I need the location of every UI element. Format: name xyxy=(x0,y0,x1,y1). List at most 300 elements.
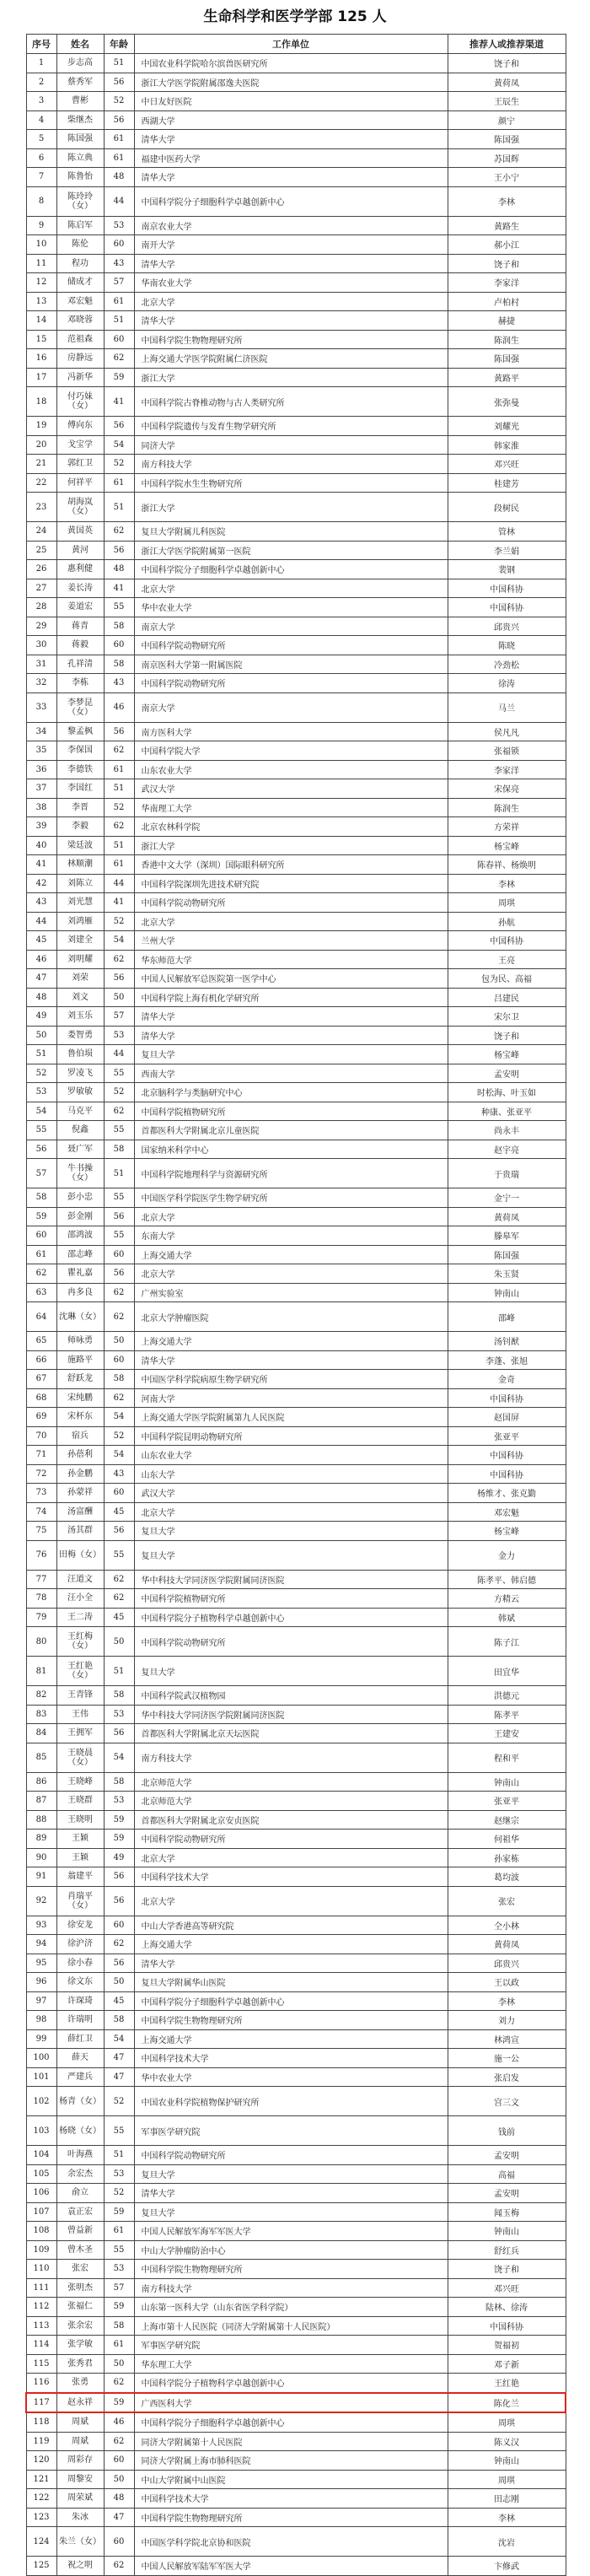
table-row xyxy=(26,1991,566,2011)
table-row xyxy=(26,168,566,187)
cell-recommender: 李林 xyxy=(448,186,566,216)
table-row xyxy=(26,931,566,951)
table-row xyxy=(26,1916,566,1935)
cell-name: 朱冰 xyxy=(56,2508,104,2527)
cell-unit: 山东大学 xyxy=(134,1464,448,1484)
table-row xyxy=(26,2087,566,2116)
cell-age: 60 xyxy=(104,2527,134,2557)
cell-index: 62 xyxy=(26,1264,56,1284)
cell-recommender: 孟安明 xyxy=(448,2146,566,2165)
cell-recommender: 邱贵兴 xyxy=(448,1954,566,1973)
cell-age: 56 xyxy=(104,73,134,92)
cell-name: 王伟 xyxy=(56,1705,104,1724)
table-header-row xyxy=(26,35,566,54)
cell-recommender: 黄荷凤 xyxy=(448,1207,566,1226)
cell-age: 53 xyxy=(104,1705,134,1724)
cell-name: 张明杰 xyxy=(56,2278,104,2298)
page-title: 生命科学和医学学部 125 人 xyxy=(203,8,387,25)
cell-unit: 河南大学 xyxy=(134,1388,448,1408)
cell-index: 32 xyxy=(26,674,56,693)
cell-age: 62 xyxy=(104,817,134,837)
cell-recommender: 杨宝峰 xyxy=(448,1045,566,1064)
cell-name: 梁廷波 xyxy=(56,836,104,855)
cell-name: 姜长涛 xyxy=(56,579,104,598)
cell-age: 56 xyxy=(104,1886,134,1916)
cell-age: 45 xyxy=(104,1991,134,2011)
cell-name: 宋杯东 xyxy=(56,1408,104,1427)
cell-name: 王二涛 xyxy=(56,1608,104,1627)
cell-unit: 清华大学 xyxy=(134,2184,448,2203)
cell-recommender: 中国科协 xyxy=(448,1388,566,1408)
cell-unit: 华东师范大学 xyxy=(134,950,448,969)
table-row xyxy=(26,817,566,837)
cell-name: 杨青（女） xyxy=(56,2087,104,2116)
cell-unit: 华中农业大学 xyxy=(134,598,448,617)
cell-name: 徐沪济 xyxy=(56,1935,104,1954)
cell-age: 52 xyxy=(104,2087,134,2116)
cell-name: 蔡秀军 xyxy=(56,73,104,92)
cell-unit: 上海交通大学 xyxy=(134,1935,448,1954)
table-row xyxy=(26,2470,566,2489)
cell-recommender: 李兰娟 xyxy=(448,541,566,560)
cell-unit: 中国科学院遗传与发育生物学研究所 xyxy=(134,417,448,436)
cell-age: 50 xyxy=(104,1627,134,1657)
cell-unit: 复旦大学 xyxy=(134,1657,448,1686)
cell-recommender: 张福锁 xyxy=(448,741,566,761)
cell-age: 55 xyxy=(104,2240,134,2260)
cell-age: 60 xyxy=(104,2451,134,2471)
cell-name: 黄河 xyxy=(56,541,104,560)
cell-recommender: 桂建芳 xyxy=(448,473,566,493)
cell-age: 58 xyxy=(104,1370,134,1389)
cell-recommender: 陈国强 xyxy=(448,349,566,369)
cell-name: 周斌 xyxy=(56,2432,104,2451)
cell-unit: 西湖大学 xyxy=(134,110,448,130)
cell-index: 63 xyxy=(26,1283,56,1302)
cell-unit: 中国人民解放军海军军医大学 xyxy=(134,2222,448,2241)
cell-unit: 北京大学 xyxy=(134,579,448,598)
cell-name: 陈玲玲（女） xyxy=(56,186,104,216)
cell-unit: 首都医科大学附属北京天坛医院 xyxy=(134,1724,448,1743)
cell-name: 叶海燕 xyxy=(56,2146,104,2165)
cell-age: 49 xyxy=(104,1848,134,1867)
cell-index: 18 xyxy=(26,387,56,417)
cell-recommender: 饶子和 xyxy=(448,254,566,273)
cell-index: 99 xyxy=(26,2029,56,2049)
table-row xyxy=(26,2222,566,2241)
cell-age: 56 xyxy=(104,110,134,130)
table-row xyxy=(26,2527,566,2557)
cell-index: 123 xyxy=(26,2508,56,2527)
cell-name: 胡海岚（女） xyxy=(56,493,104,522)
cell-index: 88 xyxy=(26,1810,56,1830)
cell-name: 陈鲁怡 xyxy=(56,168,104,187)
cell-age: 61 xyxy=(104,2336,134,2355)
cell-unit: 中国科学院武汉植物园 xyxy=(134,1686,448,1706)
cell-name: 张学敏 xyxy=(56,2336,104,2355)
cell-index: 124 xyxy=(26,2527,56,2557)
cell-age: 55 xyxy=(104,1064,134,1083)
table-row xyxy=(26,1283,566,1302)
cell-name: 范祖森 xyxy=(56,330,104,349)
cell-recommender: 陈春祥、杨焕明 xyxy=(448,855,566,875)
table-row xyxy=(26,1954,566,1973)
cell-index: 16 xyxy=(26,349,56,369)
cell-index: 108 xyxy=(26,2222,56,2241)
cell-age: 47 xyxy=(104,2049,134,2068)
cell-recommender: 张启发 xyxy=(448,2067,566,2087)
cell-recommender: 陈润生 xyxy=(448,330,566,349)
cell-recommender: 孟安明 xyxy=(448,2184,566,2203)
cell-recommender: 孙家栋 xyxy=(448,1848,566,1867)
cell-unit: 中国科学技术大学 xyxy=(134,2489,448,2509)
cell-age: 44 xyxy=(104,186,134,216)
cell-age: 55 xyxy=(104,1540,134,1570)
cell-age: 52 xyxy=(104,798,134,817)
cell-age: 52 xyxy=(104,1426,134,1446)
table-row xyxy=(26,2184,566,2203)
cell-unit: 北京师范大学 xyxy=(134,1792,448,1811)
cell-recommender: 卢柏村 xyxy=(448,292,566,311)
table-row xyxy=(26,349,566,369)
cell-index: 112 xyxy=(26,2298,56,2317)
cell-age: 60 xyxy=(104,330,134,349)
cell-recommender: 陈化兰 xyxy=(448,2393,566,2413)
table-row xyxy=(26,92,566,111)
table-row xyxy=(26,988,566,1007)
cell-recommender: 中国科协 xyxy=(448,931,566,951)
table-row xyxy=(26,2374,566,2393)
cell-unit: 广州实验室 xyxy=(134,1283,448,1302)
cell-index: 76 xyxy=(26,1540,56,1570)
cell-recommender: 马兰 xyxy=(448,693,566,722)
cell-age: 59 xyxy=(104,368,134,387)
cell-index: 46 xyxy=(26,950,56,969)
cell-unit: 北京大学 xyxy=(134,1207,448,1226)
cell-unit: 中国医学科学院病原生物学研究所 xyxy=(134,1370,448,1389)
cell-index: 39 xyxy=(26,817,56,837)
cell-index: 107 xyxy=(26,2202,56,2222)
cell-unit: 复旦大学 xyxy=(134,2164,448,2184)
table-row xyxy=(26,1724,566,1743)
cell-age: 57 xyxy=(104,2278,134,2298)
cell-index: 103 xyxy=(26,2116,56,2146)
cell-age: 61 xyxy=(104,2222,134,2241)
cell-index: 4 xyxy=(26,110,56,130)
cell-unit: 中国科学技术大学 xyxy=(134,2049,448,2068)
cell-index: 93 xyxy=(26,1916,56,1935)
cell-name: 瞿礼嘉 xyxy=(56,1264,104,1284)
cell-recommender: 苏国辉 xyxy=(448,148,566,168)
cell-age: 50 xyxy=(104,988,134,1007)
table-row xyxy=(26,54,566,73)
cell-name: 王晓明 xyxy=(56,1810,104,1830)
document-page xyxy=(25,0,565,2576)
academician-table xyxy=(25,34,566,2576)
cell-age: 51 xyxy=(104,493,134,522)
cell-name: 孔祥清 xyxy=(56,655,104,674)
cell-unit: 南京医科大学第一附属医院 xyxy=(134,655,448,674)
cell-age: 45 xyxy=(104,1608,134,1627)
cell-name: 刘荣 xyxy=(56,969,104,989)
cell-index: 26 xyxy=(26,560,56,579)
table-row xyxy=(26,1886,566,1916)
cell-name: 姜道宏 xyxy=(56,598,104,617)
cell-index: 71 xyxy=(26,1446,56,1465)
table-row xyxy=(26,1350,566,1370)
cell-index: 91 xyxy=(26,1867,56,1887)
cell-age: 56 xyxy=(104,969,134,989)
cell-index: 115 xyxy=(26,2354,56,2374)
cell-index: 86 xyxy=(26,1772,56,1792)
cell-unit: 华南农业大学 xyxy=(134,273,448,293)
table-row xyxy=(26,1792,566,1811)
cell-name: 郭红卫 xyxy=(56,455,104,474)
cell-recommender: 张亚平 xyxy=(448,1426,566,1446)
cell-name: 邓宏魁 xyxy=(56,292,104,311)
table-row xyxy=(26,1408,566,1427)
cell-name: 鲁伯埙 xyxy=(56,1045,104,1064)
cell-age: 56 xyxy=(104,541,134,560)
table-row xyxy=(26,216,566,235)
cell-unit: 首都医科大学附属北京儿童医院 xyxy=(134,1121,448,1140)
cell-index: 97 xyxy=(26,1991,56,2011)
cell-recommender: 杨宝峰 xyxy=(448,836,566,855)
cell-recommender: 杨维才、张克勤 xyxy=(448,1484,566,1503)
cell-recommender: 朱玉贤 xyxy=(448,1264,566,1284)
cell-age: 58 xyxy=(104,2316,134,2336)
cell-recommender: 孟安明 xyxy=(448,1064,566,1083)
cell-index: 78 xyxy=(26,1589,56,1609)
cell-age: 60 xyxy=(104,1245,134,1264)
cell-recommender: 周琪 xyxy=(448,2412,566,2432)
cell-recommender: 刘耀光 xyxy=(448,417,566,436)
cell-name: 张福仁 xyxy=(56,2298,104,2317)
cell-age: 62 xyxy=(104,1283,134,1302)
cell-index: 121 xyxy=(26,2470,56,2489)
cell-name: 房静远 xyxy=(56,349,104,369)
cell-index: 110 xyxy=(26,2260,56,2279)
cell-age: 54 xyxy=(104,1743,134,1772)
cell-age: 55 xyxy=(104,2116,134,2146)
cell-index: 37 xyxy=(26,779,56,799)
cell-age: 62 xyxy=(104,1935,134,1954)
table-row xyxy=(26,2432,566,2451)
cell-age: 41 xyxy=(104,893,134,913)
cell-age: 47 xyxy=(104,2067,134,2087)
cell-recommender: 方精云 xyxy=(448,1589,566,1609)
cell-unit: 中国科学院生物物理研究所 xyxy=(134,2260,448,2279)
cell-name: 孙金鹏 xyxy=(56,1464,104,1484)
table-row xyxy=(26,1121,566,1140)
cell-recommender: 赵国屏 xyxy=(448,1408,566,1427)
cell-name: 蒋青 xyxy=(56,617,104,636)
cell-unit: 中日友好医院 xyxy=(134,92,448,111)
cell-index: 40 xyxy=(26,836,56,855)
table-row xyxy=(26,473,566,493)
cell-name: 周彩存 xyxy=(56,2451,104,2471)
cell-unit: 北京大学肿瘤医院 xyxy=(134,1302,448,1332)
cell-age: 59 xyxy=(104,2298,134,2317)
cell-age: 58 xyxy=(104,2011,134,2030)
cell-age: 62 xyxy=(104,741,134,761)
cell-name: 刘陈立 xyxy=(56,874,104,893)
cell-recommender: 韩家淮 xyxy=(448,435,566,455)
cell-age: 51 xyxy=(104,779,134,799)
cell-age: 50 xyxy=(104,2354,134,2374)
cell-index: 50 xyxy=(26,1026,56,1045)
cell-recommender: 刘力 xyxy=(448,2011,566,2030)
cell-name: 李毅 xyxy=(56,817,104,837)
cell-index: 75 xyxy=(26,1522,56,1541)
cell-index: 119 xyxy=(26,2432,56,2451)
cell-recommender: 方荣祥 xyxy=(448,817,566,837)
cell-name: 周黎安 xyxy=(56,2470,104,2489)
cell-index: 69 xyxy=(26,1408,56,1427)
cell-index: 22 xyxy=(26,473,56,493)
cell-age: 55 xyxy=(104,598,134,617)
cell-name: 曾木圣 xyxy=(56,2240,104,2260)
table-row xyxy=(26,1830,566,1849)
cell-name: 俞立 xyxy=(56,2184,104,2203)
cell-age: 62 xyxy=(104,1102,134,1121)
cell-recommender: 何祖华 xyxy=(448,1830,566,1849)
cell-unit: 中国科学院动物研究所 xyxy=(134,636,448,655)
cell-recommender: 沈岩 xyxy=(448,2527,566,2557)
cell-name: 许瑞明 xyxy=(56,2011,104,2030)
table-row xyxy=(26,148,566,168)
cell-unit: 北京大学 xyxy=(134,1264,448,1284)
cell-unit: 西南大学 xyxy=(134,1064,448,1083)
cell-name: 聂广军 xyxy=(56,1140,104,1159)
cell-name: 孙蓓利 xyxy=(56,1446,104,1465)
cell-index: 95 xyxy=(26,1954,56,1973)
cell-name: 祝之明 xyxy=(56,2557,104,2576)
cell-index: 55 xyxy=(26,1121,56,1140)
cell-index: 116 xyxy=(26,2374,56,2393)
cell-recommender: 邵峰 xyxy=(448,1302,566,1332)
cell-recommender: 洪德元 xyxy=(448,1686,566,1706)
cell-age: 56 xyxy=(104,1264,134,1284)
table-row xyxy=(26,1464,566,1484)
table-row xyxy=(26,330,566,349)
cell-recommender: 程和平 xyxy=(448,1743,566,1772)
cell-index: 83 xyxy=(26,1705,56,1724)
cell-name: 曾益新 xyxy=(56,2222,104,2241)
table-row xyxy=(26,1370,566,1389)
cell-recommender: 王红艳 xyxy=(448,2374,566,2393)
cell-unit: 南京大学 xyxy=(134,617,448,636)
cell-name: 李梦昆（女） xyxy=(56,693,104,722)
cell-index: 84 xyxy=(26,1724,56,1743)
cell-name: 陈启军 xyxy=(56,216,104,235)
cell-unit: 东南大学 xyxy=(134,1226,448,1246)
cell-unit: 清华大学 xyxy=(134,168,448,187)
table-row xyxy=(26,73,566,92)
cell-age: 60 xyxy=(104,1484,134,1503)
cell-age: 56 xyxy=(104,1867,134,1887)
cell-recommender: 钟南山 xyxy=(448,2451,566,2471)
cell-index: 113 xyxy=(26,2316,56,2336)
cell-index: 49 xyxy=(26,1007,56,1027)
cell-name: 邓晓蓉 xyxy=(56,311,104,331)
cell-age: 54 xyxy=(104,931,134,951)
cell-age: 62 xyxy=(104,1388,134,1408)
cell-index: 29 xyxy=(26,617,56,636)
cell-age: 44 xyxy=(104,1045,134,1064)
cell-index: 42 xyxy=(26,874,56,893)
cell-index: 24 xyxy=(26,522,56,542)
cell-index: 109 xyxy=(26,2240,56,2260)
cell-name: 李栋 xyxy=(56,674,104,693)
cell-age: 61 xyxy=(104,130,134,149)
table-row xyxy=(26,1973,566,1992)
table-row xyxy=(26,1935,566,1954)
table-row xyxy=(26,522,566,542)
cell-index: 114 xyxy=(26,2336,56,2355)
table-row xyxy=(26,387,566,417)
cell-recommender: 陈子江 xyxy=(448,1627,566,1657)
cell-unit: 中国科学院上海有机化学研究所 xyxy=(134,988,448,1007)
cell-recommender: 韩斌 xyxy=(448,1608,566,1627)
cell-unit: 北京农林科学院 xyxy=(134,817,448,837)
cell-name: 张宏 xyxy=(56,2260,104,2279)
table-row xyxy=(26,2508,566,2527)
table-row xyxy=(26,435,566,455)
cell-name: 蒋毅 xyxy=(56,636,104,655)
cell-age: 48 xyxy=(104,168,134,187)
cell-name: 张余宏 xyxy=(56,2316,104,2336)
cell-recommender: 徐涛 xyxy=(448,674,566,693)
cell-index: 73 xyxy=(26,1484,56,1503)
highlighted-table-row xyxy=(26,2393,566,2413)
table-row xyxy=(26,579,566,598)
cell-name: 陈伦 xyxy=(56,235,104,255)
cell-name: 袁正宏 xyxy=(56,2202,104,2222)
cell-age: 50 xyxy=(104,1332,134,1351)
cell-unit: 中国农业科学院哈尔滨兽医研究所 xyxy=(134,54,448,73)
cell-age: 59 xyxy=(104,2393,134,2413)
cell-name: 倪鑫 xyxy=(56,1121,104,1140)
cell-recommender: 高福 xyxy=(448,2164,566,2184)
cell-unit: 清华大学 xyxy=(134,1350,448,1370)
cell-unit: 华中科技大学同济医学院附属同济医院 xyxy=(134,1570,448,1589)
cell-recommender: 滕皋军 xyxy=(448,1226,566,1246)
table-row xyxy=(26,950,566,969)
cell-index: 92 xyxy=(26,1886,56,1916)
cell-recommender: 汤钊猷 xyxy=(448,1332,566,1351)
cell-unit: 南京大学 xyxy=(134,693,448,722)
cell-recommender: 陈国强 xyxy=(448,1245,566,1264)
cell-unit: 中国科学院地理科学与资源研究所 xyxy=(134,1159,448,1188)
table-row xyxy=(26,1426,566,1446)
cell-recommender: 张宏 xyxy=(448,1886,566,1916)
cell-recommender: 张亚平 xyxy=(448,1792,566,1811)
cell-recommender: 饶子和 xyxy=(448,54,566,73)
cell-index: 59 xyxy=(26,1207,56,1226)
cell-index: 89 xyxy=(26,1830,56,1849)
cell-name: 施路平 xyxy=(56,1350,104,1370)
cell-name: 林顺潮 xyxy=(56,855,104,875)
cell-recommender: 中国科协 xyxy=(448,579,566,598)
cell-unit: 北京脑科学与类脑研究中心 xyxy=(134,1083,448,1102)
cell-unit: 国家纳米科学中心 xyxy=(134,1140,448,1159)
cell-index: 1 xyxy=(26,54,56,73)
cell-age: 43 xyxy=(104,1464,134,1484)
table-row xyxy=(26,130,566,149)
table-row xyxy=(26,2240,566,2260)
cell-name: 刘明耀 xyxy=(56,950,104,969)
